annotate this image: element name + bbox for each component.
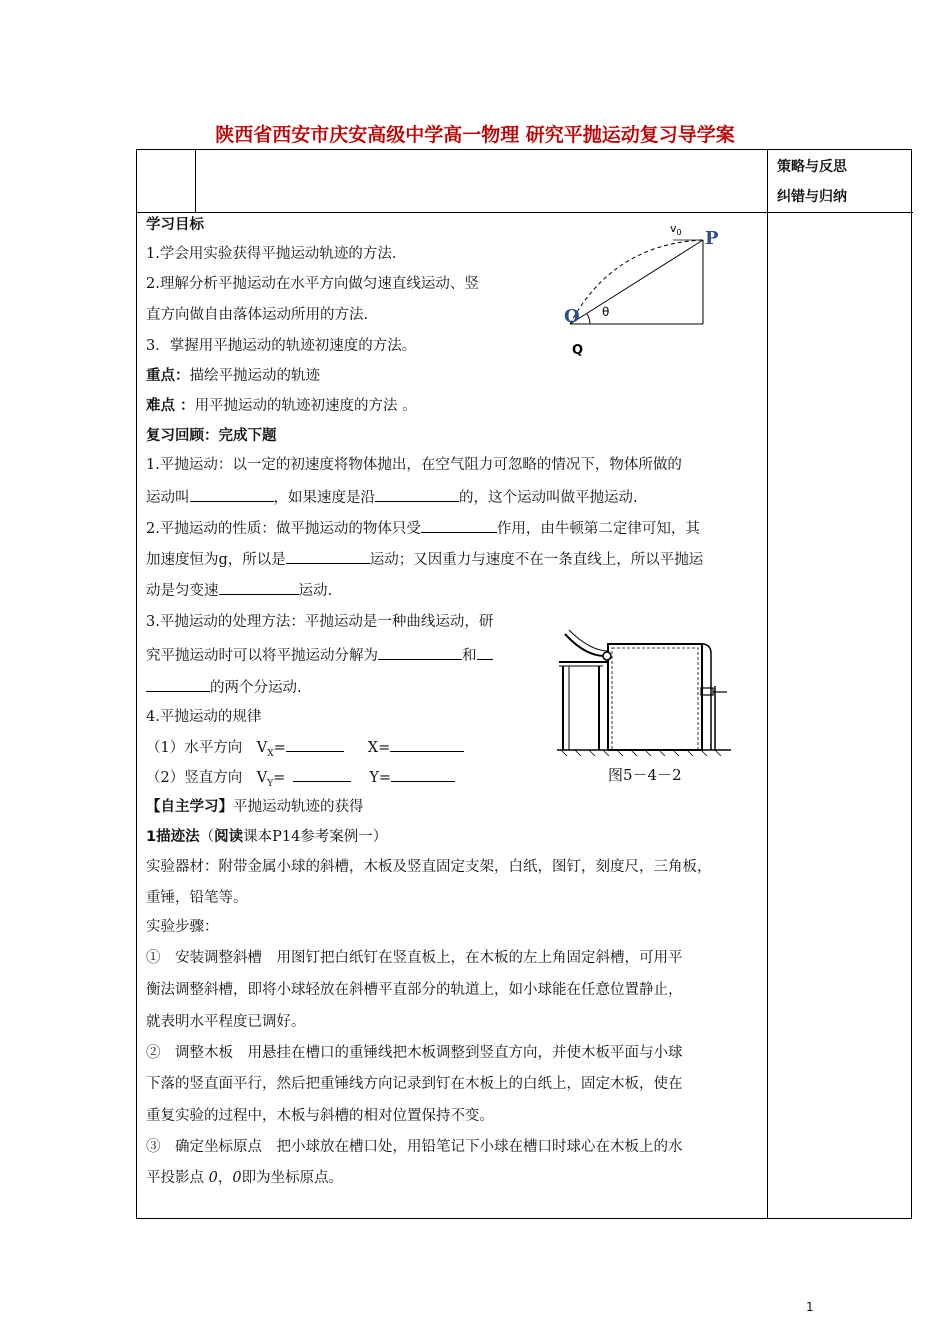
blank[interactable] (390, 737, 464, 752)
key-label: 重点： (146, 368, 190, 384)
blank[interactable] (378, 645, 462, 660)
text: 运动叫 (146, 490, 190, 506)
text: 的两个分运动. (210, 680, 302, 696)
text: 平投影点 (146, 1170, 204, 1186)
difficulty-text: 用平抛运动的轨迹初速度的方法 。 (194, 398, 417, 414)
text: 的，这个运动叫做平抛运动. (459, 490, 638, 506)
side-header-line1: 策略与反思 (777, 159, 847, 175)
chute-curve (565, 634, 605, 656)
board-frame (608, 644, 702, 750)
side-header-line2: 纠错与归纳 (777, 189, 847, 205)
review-q1-line2 (146, 487, 638, 508)
text: 和 (462, 648, 477, 664)
text: 1描迹法 (146, 829, 200, 845)
review-q3-line2 (146, 645, 493, 666)
text: （1）水平方向 V (146, 740, 268, 756)
text: 动是匀变速 (146, 583, 219, 599)
text: Y= (369, 770, 392, 786)
text: （2）竖直方向 V (146, 770, 268, 786)
blank[interactable] (190, 487, 274, 502)
key-text: 描绘平抛运动的轨迹 (189, 368, 320, 384)
text: = (273, 740, 286, 756)
text: 0 (208, 1170, 218, 1186)
review-q4-vertical (146, 767, 455, 794)
header-row-divider (137, 212, 913, 213)
figure-caption: 图5－4－2 (608, 766, 682, 784)
blank[interactable] (391, 767, 455, 782)
angle-arc (587, 314, 590, 324)
text: 作用，由牛顿第二定律可知，其 (496, 521, 700, 537)
apparatus-diagram (555, 626, 735, 756)
blank[interactable] (375, 487, 459, 502)
theta-label: θ (602, 305, 610, 319)
text: 0 (232, 1170, 242, 1186)
text: 加速度恒为g，所以是 (146, 552, 286, 568)
review-q2-line1 (146, 518, 700, 539)
text: 运动. (298, 583, 333, 599)
blank[interactable] (219, 580, 299, 595)
review-q2-line3 (146, 580, 332, 601)
text: 平抛运动轨迹的获得 (233, 799, 364, 815)
review-heading: 复习回顾：完成下题 (146, 428, 277, 444)
key-point (146, 366, 320, 386)
step-1-line2: 衡法调整斜槽，即将小球轻放在斜槽平直部分的轨道上，如小球能在任意位置静止， (146, 982, 683, 998)
step-3-line1: ③ 确定坐标原点 把小球放在槽口处，用铅笔记下小球在槽口时球心在木板上的水 (146, 1139, 683, 1155)
text: 课本P14参考案例一） (243, 829, 388, 845)
text: 2.平抛运动的性质：做平抛运动的物体只受 (146, 521, 421, 537)
paper-outline (612, 648, 698, 750)
text: 【自主学习】 (146, 799, 233, 815)
subscript: Y (267, 778, 274, 789)
ball-icon (603, 652, 611, 660)
point-q-label: Q (572, 343, 584, 358)
projectile-triangle-diagram (558, 218, 738, 363)
blank[interactable] (286, 737, 344, 752)
text: ， (217, 1170, 233, 1186)
point-o-label: O (564, 306, 580, 327)
review-q2-line2 (146, 549, 703, 570)
text: 阅读 (214, 829, 244, 845)
text: X= (367, 740, 391, 756)
step-2-line2: 下落的竖直面平行，然后把重锤线方向记录到钉在木板上的白纸上，固定木板，使在 (146, 1076, 683, 1092)
step-2-line1: ② 调整木板 用悬挂在槽口的重锤线把木板调整到竖直方向，并使木板平面与小球 (146, 1045, 683, 1061)
review-q3-line1: 3.平抛运动的处理方法：平抛运动是一种曲线运动，研 (146, 614, 494, 630)
stand-rod (702, 644, 711, 750)
difficulty-point (146, 396, 417, 416)
steps-heading: 实验步骤： (146, 919, 219, 935)
point-p-label: P (705, 228, 719, 249)
review-q4: 4.平抛运动的规律 (146, 709, 262, 725)
header-cell-divider (195, 150, 196, 212)
goal-1: 1.学会用实验获得平抛运动轨迹的方法. (146, 246, 397, 262)
blank[interactable] (421, 518, 497, 533)
goal-2-cont: 直方向做自由落体运动所用的方法. (146, 307, 369, 323)
subscript: X (267, 748, 274, 759)
step-1-line1: ① 安装调整斜槽 用图钉把白纸钉在竖直板上，在木板的左上角固定斜槽，可用平 (146, 950, 683, 966)
self-study-heading (146, 797, 364, 817)
page-number: 1 (806, 1300, 814, 1314)
text: 究平抛运动时可以将平抛运动分解为 (146, 648, 378, 664)
chute-curve-inner (569, 630, 607, 651)
equipment-line1: 实验器材：附带金属小球的斜槽，木板及竖直固定支架，白纸，图钉，刻度尺，三角板， (146, 859, 712, 875)
goal-3: 3．掌握用平抛运动的轨迹初速度的方法。 (146, 338, 417, 354)
blank[interactable] (286, 549, 370, 564)
review-q1-line1: 1.平抛运动：以一定的初速度将物体抛出，在空气阻力可忽略的情况下，物体所做的 (146, 457, 682, 473)
difficulty-label: 难点 ： (146, 398, 195, 414)
review-q3-line3 (146, 677, 302, 698)
goals-heading: 学习目标 (146, 217, 204, 233)
review-q4-horizontal (146, 737, 464, 764)
document-title: 陕西省西安市庆安高级中学高一物理 研究平抛运动复习导学案 (215, 124, 735, 146)
hypotenuse-line (570, 240, 703, 324)
goal-2: 2.理解分析平抛运动在水平方向做匀速直线运动、竖 (146, 276, 479, 292)
side-column-divider (767, 150, 768, 1218)
text: （ (199, 829, 215, 845)
v0-label: $v_0$ (670, 222, 682, 237)
blank[interactable] (146, 677, 210, 692)
text: = (273, 770, 286, 786)
text: 运动；又因重力与速度不在一条直线上，所以平抛运 (369, 552, 704, 568)
blank[interactable] (293, 767, 351, 782)
equipment-line2: 重锤，铅笔等。 (146, 890, 248, 906)
step-3-line2 (146, 1168, 343, 1188)
method-1-heading (146, 827, 387, 847)
step-1-line3: 就表明水平程度已调好。 (146, 1014, 306, 1030)
text: 即为坐标原点。 (241, 1170, 344, 1186)
blank[interactable] (477, 645, 493, 660)
text: ，如果速度是沿 (273, 490, 375, 506)
step-2-line3: 重复实验的过程中，木板与斜槽的相对位置保持不变。 (146, 1108, 494, 1124)
